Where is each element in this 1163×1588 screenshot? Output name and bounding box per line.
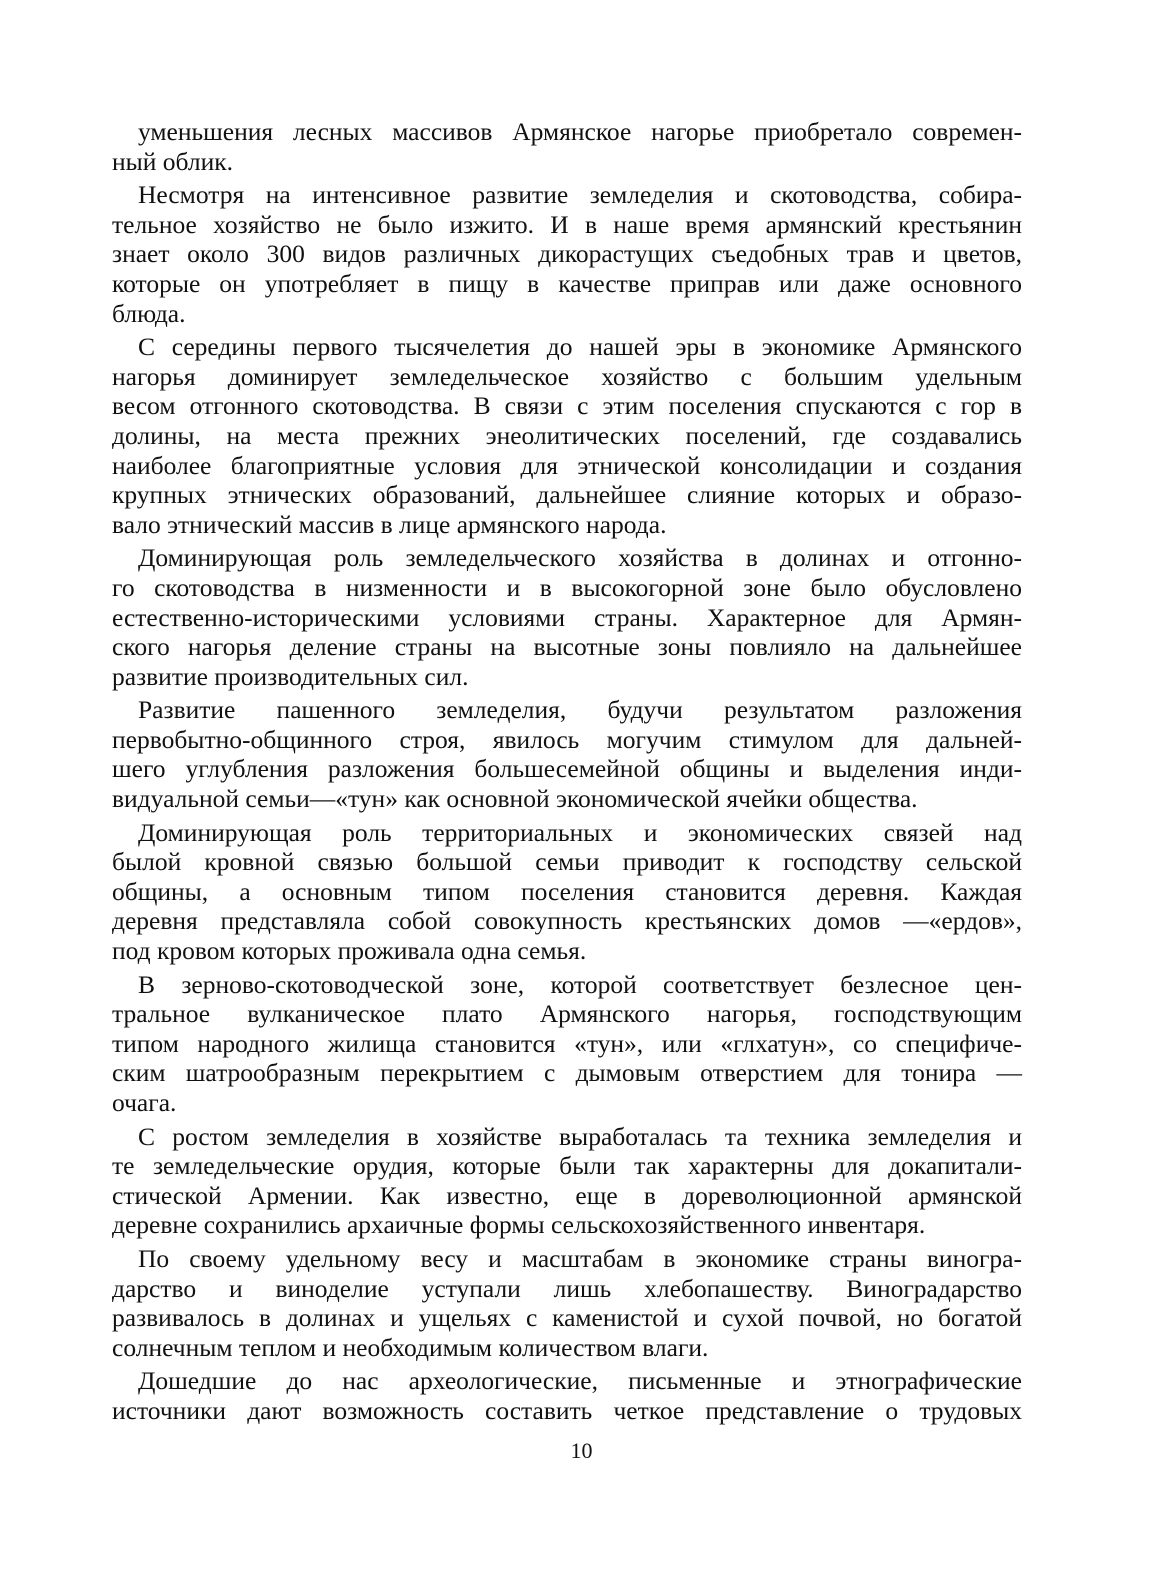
text-line: наиболее благоприятные условия для этнической консолидации и создания — [112, 450, 1022, 480]
text-line: Несмотря на интенсивное развитие земледелия и скотоводства, собира- — [138, 180, 1022, 210]
page-number: 10 — [570, 1438, 593, 1463]
paragraph — [112, 543, 1022, 691]
paragraph — [112, 180, 1022, 328]
text-line: видуальной семьи—«тун» как основной экономической ячейки общества. — [112, 784, 918, 814]
text-line: типом народного жилища становится «тун», или «глхатун», со специфиче- — [112, 1028, 1022, 1058]
body-text — [112, 117, 1022, 1426]
paragraph — [112, 332, 1022, 539]
text-line: нагорья доминирует земледельческое хозяйство с большим удельным — [112, 361, 1022, 391]
paragraph — [112, 1366, 1022, 1425]
text-line: былой кровной связью большой семьи приводит к господству сельской — [112, 847, 1022, 877]
text-line: Доминирующая роль земледельческого хозяйства в долинах и отгонно- — [138, 543, 1022, 573]
text-line: источники дают возможность составить четкое представление о трудовых — [112, 1395, 1022, 1425]
text-line: Доминирующая роль территориальных и экономических связей над — [138, 817, 1022, 847]
text-line: тральное вулканическое плато Армянского нагорья, господствующим — [112, 999, 1022, 1029]
text-line: те земледельческие орудия, которые были так характерны для докапитали- — [112, 1151, 1022, 1181]
text-line: которые он употребляет в пищу в качестве приправ или даже основного — [112, 268, 1022, 298]
text-line: ный облик. — [112, 146, 234, 176]
text-line: С середины первого тысячелетия до нашей эры в экономике Армянского — [138, 332, 1022, 362]
text-line: развивалось в долинах и ущельях с каменистой и сухой почвой, но богатой — [112, 1303, 1022, 1333]
paragraph — [112, 1122, 1022, 1240]
text-line: шего углубления разложения большесемейной общины и выделения инди- — [112, 754, 1022, 784]
text-line: первобытно-общинного строя, явилось могучим стимулом для дальней- — [112, 724, 1022, 754]
text-line: весом отгонного скотоводства. В связи с этим поселения спускаются с гор в — [112, 391, 1022, 421]
text-line: С ростом земледелия в хозяйстве выработалась та техника земледелия и — [138, 1121, 1022, 1151]
text-line: развитие производительных сил. — [112, 661, 469, 691]
text-line: естественно-историческими условиями страны. Характерное для Армян- — [112, 602, 1022, 632]
text-line: Дошедшие до нас археологические, письменные и этнографические — [138, 1366, 1022, 1396]
paragraph — [112, 970, 1022, 1118]
text-line: очага. — [112, 1088, 177, 1117]
text-line: под кровом которых проживала одна семья. — [112, 936, 587, 966]
text-line: уменьшения лесных массивов Армянское нагорье приобретало современ- — [138, 117, 1022, 146]
text-line: долины, на места прежних энеолитических поселений, где создавались — [112, 420, 1022, 450]
text-line: вало этнический массив в лице армянского народа. — [112, 509, 667, 539]
paragraph — [112, 695, 1022, 813]
text-line: Развитие пашенного земледелия, будучи результатом разложения — [138, 695, 1022, 725]
text-line: В зерново-скотоводческой зоне, которой соответствует безлесное цен- — [138, 969, 1022, 999]
text-line: ским шатрообразным перекрытием с дымовым отверстием для тонира — — [112, 1058, 1022, 1088]
text-line: общины, а основным типом поселения становится деревня. Каждая — [112, 876, 1022, 906]
text-line: По своему удельному весу и масштабам в экономике страны виногра- — [138, 1243, 1022, 1273]
text-line: блюда. — [112, 298, 186, 328]
text-line: стической Армении. Как известно, еще в дореволюционной армянской — [112, 1180, 1022, 1210]
text-line: знает около 300 видов различных дикорастущих съедобных трав и цветов, — [112, 239, 1022, 269]
text-line: солнечным теплом и необходимым количеством влаги. — [112, 1332, 709, 1362]
paragraph — [112, 117, 1022, 176]
text-line: дарство и виноделие уступали лишь хлебопашеству. Виноградарство — [112, 1273, 1022, 1303]
text-line: крупных этнических образований, дальнейшее слияние которых и образо- — [112, 480, 1022, 510]
text-line: деревня представляла собой совокупность крестьянских домов —«ердов», — [112, 906, 1022, 936]
text-line: тельное хозяйство не было изжито. И в наше время армянский крестьянин — [112, 209, 1022, 239]
text-line: деревне сохранились архаичные формы сельскохозяйственного инвентаря. — [112, 1210, 926, 1240]
paragraph — [112, 818, 1022, 966]
text-line: ского нагорья деление страны на высотные зоны повлияло на дальнейшее — [112, 632, 1022, 662]
paragraph — [112, 1244, 1022, 1362]
text-line: го скотоводства в низменности и в высокогорной зоне было обусловлено — [112, 572, 1022, 602]
